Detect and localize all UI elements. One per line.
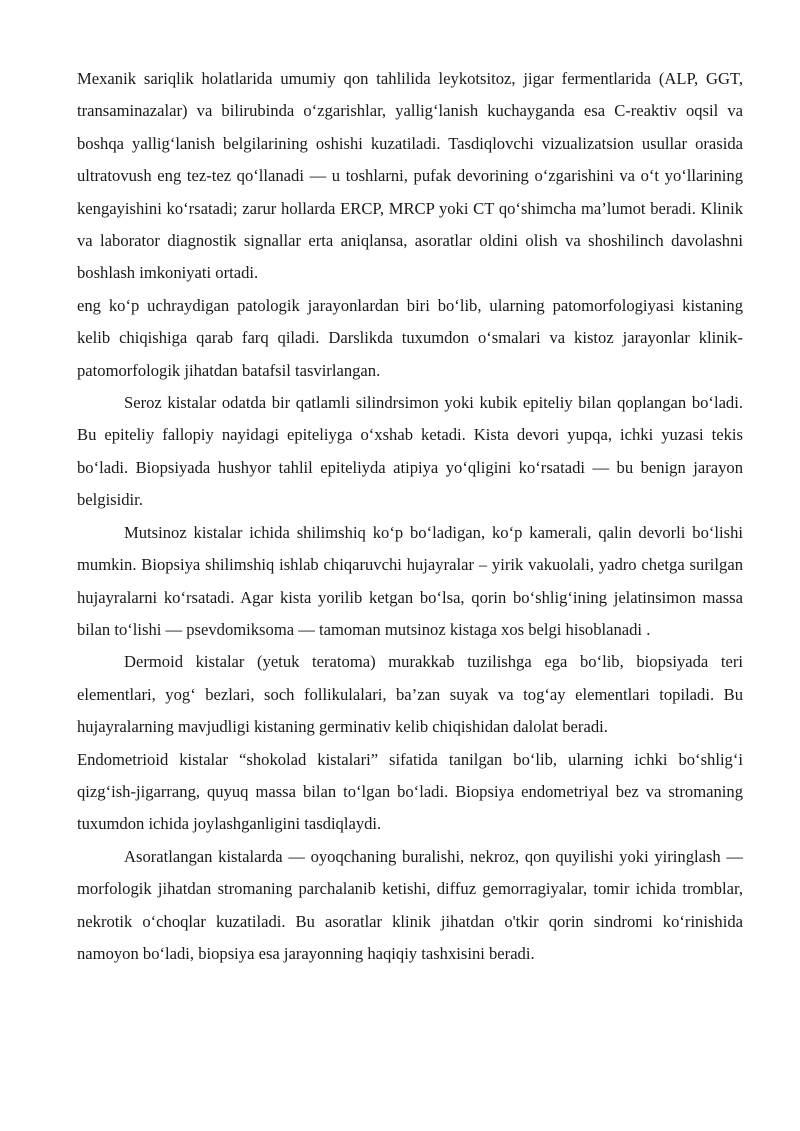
- paragraph-endometrioid-cysts: Endometrioid kistalar “shokolad kistalari” sifatida tanilgan bo‘lib, ularning ichki bo‘shlig‘i qizg‘ish-jigarrang, quyuq massa bilan to‘lgan bo‘ladi. Biopsiya endometriyal bez va stromaning tuxumdon ichida joylashganligini tasdiqlaydi.: [77, 749, 743, 834]
- paragraph-mechanical-jaundice: Mexanik sariqlik holatlarida umumiy qon tahlilida leykotsitoz, jigar fermentlarida (ALP, GGT, transaminazalar) va bilirubinda o‘zgarishlar, yallig‘lanish kuchayganda esa C-reaktiv oqsil va boshqa yallig‘lanish belgilarining oshishi kuzatiladi. Tasdiqlovchi vizualizatsion usullar orasida ultratovush eng tez-tez qo‘llanadi — u toshlarni, pufak devorining o‘zgarishini va o‘t yo‘llarining kengayishini ko‘rsatadi; zarur hollarda ERCP, MRCP yoki CT qo‘shimcha ma’lumot beradi. Klinik va laborator diagnostik signallar erta aniqlansa, asoratlar oldini olish va shoshilinch davolashni boshlash imkoniyati ortadi.: [77, 69, 743, 283]
- paragraph-ovarian-cysts-intro: eng ko‘p uchraydigan patologik jarayonlardan biri bo‘lib, ularning patomorfologiyasi kistaning kelib chiqishiga qarab farq qiladi. Darslikda tuxumdon o‘smalari va kistoz jarayonlar klinik-patomorfologik jihatdan batafsil tasvirlangan.: [77, 295, 743, 380]
- paragraph-serous-cysts: Seroz kistalar odatda bir qatlamli silindrsimon yoki kubik epiteliy bilan qoplangan bo‘ladi. Bu epiteliy fallopiy nayidagi epiteliyga o‘xshab ketadi. Kista devori yupqa, ichki yuzasi tekis bo‘ladi. Biopsiyada hushyor tahlil epiteliyda atipiya yo‘qligini ko‘rsatadi — bu benign jarayon belgisidir.: [77, 393, 743, 510]
- document-page: [77, 63, 743, 970]
- paragraph-complicated-cysts: Asoratlangan kistalarda — oyoqchaning buralishi, nekroz, qon quyilishi yoki yiringlash — morfologik jihatdan stromaning parchalanib ketishi, diffuz gemorragiyalar, tomir ichida tromblar, nekrotik o‘choqlar kuzatiladi. Bu asoratlar klinik jihatdan o'tkir qorin sindromi ko‘rinishida namoyon bo‘ladi, biopsiya esa jarayonning haqiqiy tashxisini beradi.: [77, 846, 743, 963]
- paragraph-dermoid-cysts: Dermoid kistalar (yetuk teratoma) murakkab tuzilishga ega bo‘lib, biopsiyada teri elementlari, yog‘ bezlari, soch follikulalari, ba’zan suyak va tog‘ay elementlari topiladi. Bu hujayralarning mavjudligi kistaning germinativ kelib chiqishidan dalolat beradi.: [77, 652, 743, 737]
- paragraph-mucinous-cysts: Mutsinoz kistalar ichida shilimshiq ko‘p bo‘ladigan, ko‘p kamerali, qalin devorli bo‘lishi mumkin. Biopsiya shilimshiq ishlab chiqaruvchi hujayralar – yirik vakuolali, yadro chetga surilgan hujayralarni ko‘rsatadi. Agar kista yorilib ketgan bo‘lsa, qorin bo‘shlig‘ining jelatinsimon massa bilan to‘lishi — psevdomiksoma — tamoman mutsinoz kistaga xos belgi hisoblanadi .: [77, 522, 743, 639]
